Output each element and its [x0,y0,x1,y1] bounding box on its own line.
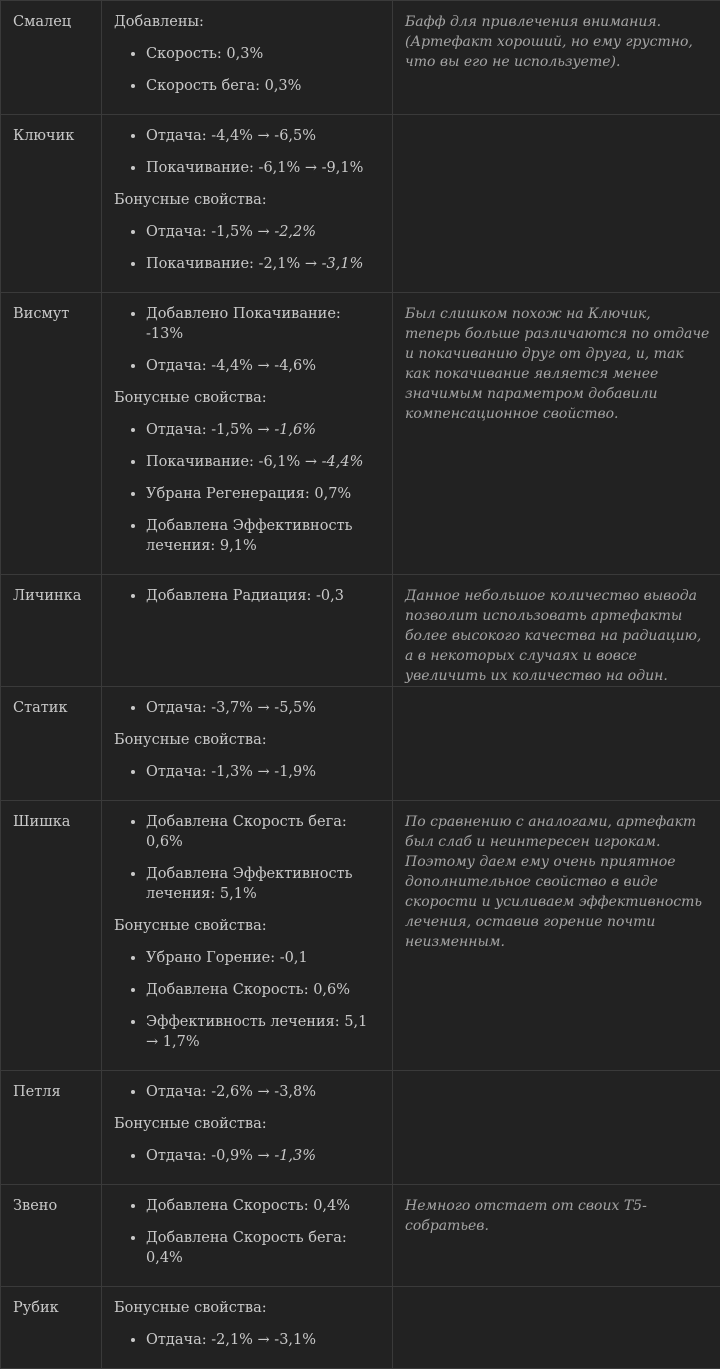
note-cell [393,1185,720,1287]
table-row [1,293,720,575]
change-new-value: -1,6% [274,422,316,438]
change-item [146,864,382,904]
change-item [146,356,382,376]
note-text: Бафф для привлечения внимания. (Артефакт хороший, но ему грустно, что вы его не используете). [405,14,693,70]
group-header: Бонусные свойства: [114,916,382,936]
change-item [146,254,382,274]
change-item [146,304,382,344]
change-new-value: -1,3% [274,1148,316,1164]
note-cell [393,1071,720,1185]
change-list [114,948,382,1052]
artifact-name-cell [1,115,102,293]
changes-cell [102,115,393,293]
changes-cell [102,687,393,801]
change-text: Убрано Горение: -0,1 [146,950,308,966]
change-text: Добавлена Эффективность лечения: 5,1% [146,866,352,902]
artifact-name: Висмут [13,306,69,322]
group-header: Добавлены: [114,12,382,32]
table-row [1,1,720,115]
change-list [114,812,382,904]
artifact-name: Петля [13,1084,61,1100]
table-row [1,687,720,801]
change-item [146,222,382,242]
change-new-value: -2,2% [274,224,316,240]
artifact-name-cell [1,575,102,687]
change-item [146,44,382,64]
artifact-name-cell [1,687,102,801]
change-list [114,1330,382,1350]
group-header: Бонусные свойства: [114,1114,382,1134]
artifact-name-cell [1,1,102,115]
artifact-name-cell [1,293,102,575]
change-text: Отдача: -0,9% → [146,1148,274,1164]
change-item [146,812,382,852]
table-row [1,115,720,293]
table-row [1,1071,720,1185]
table-row [1,801,720,1071]
group-header: Бонусные свойства: [114,388,382,408]
change-text: Отдача: -1,3% → -1,9% [146,764,316,780]
change-text: Отдача: -1,5% → [146,224,274,240]
change-item [146,1082,382,1102]
changes-cell [102,1,393,115]
artifact-name-cell [1,1185,102,1287]
change-new-value: -4,4% [322,454,364,470]
artifact-name: Ключик [13,128,74,144]
change-text: Добавлена Радиация: -0,3 [146,588,344,604]
changes-cell [102,1185,393,1287]
note-text: По сравнению с аналогами, артефакт был слаб и неинтересен игрокам. Поэтому даем ему очень приятное дополнительное свойство в виде скорости и усиливаем эффективность лечения, оставив горение почти неизменным. [405,814,702,950]
change-text: Добавлена Скорость бега: 0,6% [146,814,347,850]
change-text: Добавлено Покачивание: -13% [146,306,341,342]
changes-cell [102,293,393,575]
change-item [146,698,382,718]
change-item [146,158,382,178]
change-list [114,1146,382,1166]
changes-cell [102,575,393,687]
note-text: Был слишком похож на Ключик, теперь больше различаются по отдаче и покачиванию друг от друга, и, так как покачивание является менее значимым параметром добавили компенсационное свойство. [405,306,709,422]
artifact-name: Шишка [13,814,70,830]
change-item [146,948,382,968]
change-list [114,1196,382,1268]
change-item [146,452,382,472]
change-text: Покачивание: -2,1% → [146,256,322,272]
group-header: Бонусные свойства: [114,730,382,750]
change-text: Эффективность лечения: 5,1 → 1,7% [146,1014,367,1050]
artifact-name-cell [1,801,102,1071]
artifact-name: Личинка [13,588,81,604]
artifact-name: Звено [13,1198,57,1214]
change-item [146,1146,382,1166]
artifact-name: Статик [13,700,68,716]
change-item [146,1330,382,1350]
note-text: Данное небольшое количество вывода позволит использовать артефакты более высокого качества на радиацию, а в некоторых случаях и вовсе увеличить их количество на один. [405,588,701,684]
change-text: Покачивание: -6,1% → [146,454,322,470]
change-text: Отдача: -1,5% → [146,422,274,438]
change-item [146,1228,382,1268]
change-list [114,420,382,556]
change-new-value: -3,1% [322,256,364,272]
note-cell [393,1,720,115]
change-text: Добавлена Скорость: 0,6% [146,982,350,998]
change-text: Добавлена Скорость бега: 0,4% [146,1230,347,1266]
change-item [146,586,382,606]
change-list [114,304,382,376]
change-text: Покачивание: -6,1% → -9,1% [146,160,363,176]
change-text: Скорость: 0,3% [146,46,263,62]
table-row [1,1185,720,1287]
group-header: Бонусные свойства: [114,190,382,210]
table-row [1,575,720,687]
change-item [146,420,382,440]
note-cell [393,801,720,1071]
note-text: Немного отстает от своих T5-собратьев. [405,1198,647,1234]
changes-cell [102,801,393,1071]
artifact-name: Рубик [13,1300,59,1316]
change-list [114,222,382,274]
change-item [146,762,382,782]
change-item [146,1012,382,1052]
change-item [146,516,382,556]
change-text: Добавлена Скорость: 0,4% [146,1198,350,1214]
change-list [114,762,382,782]
change-item [146,484,382,504]
change-list [114,698,382,718]
change-text: Скорость бега: 0,3% [146,78,301,94]
change-text: Отдача: -4,4% → -6,5% [146,128,316,144]
change-list [114,1082,382,1102]
changes-cell [102,1071,393,1185]
artifact-name-cell [1,1071,102,1185]
change-list [114,44,382,96]
note-cell [393,687,720,801]
change-text: Отдача: -2,6% → -3,8% [146,1084,316,1100]
artifact-name: Смалец [13,14,71,30]
change-list [114,586,382,606]
change-text: Убрана Регенерация: 0,7% [146,486,351,502]
change-text: Добавлена Эффективность лечения: 9,1% [146,518,352,554]
change-item [146,76,382,96]
change-item [146,980,382,1000]
change-text: Отдача: -2,1% → -3,1% [146,1332,316,1348]
change-item [146,126,382,146]
change-list [114,126,382,178]
note-cell [393,293,720,575]
note-cell [393,115,720,293]
change-text: Отдача: -3,7% → -5,5% [146,700,316,716]
group-header: Бонусные свойства: [114,1298,382,1318]
change-item [146,1196,382,1216]
note-cell [393,575,720,687]
table-body [1,1,720,1369]
change-text: Отдача: -4,4% → -4,6% [146,358,316,374]
